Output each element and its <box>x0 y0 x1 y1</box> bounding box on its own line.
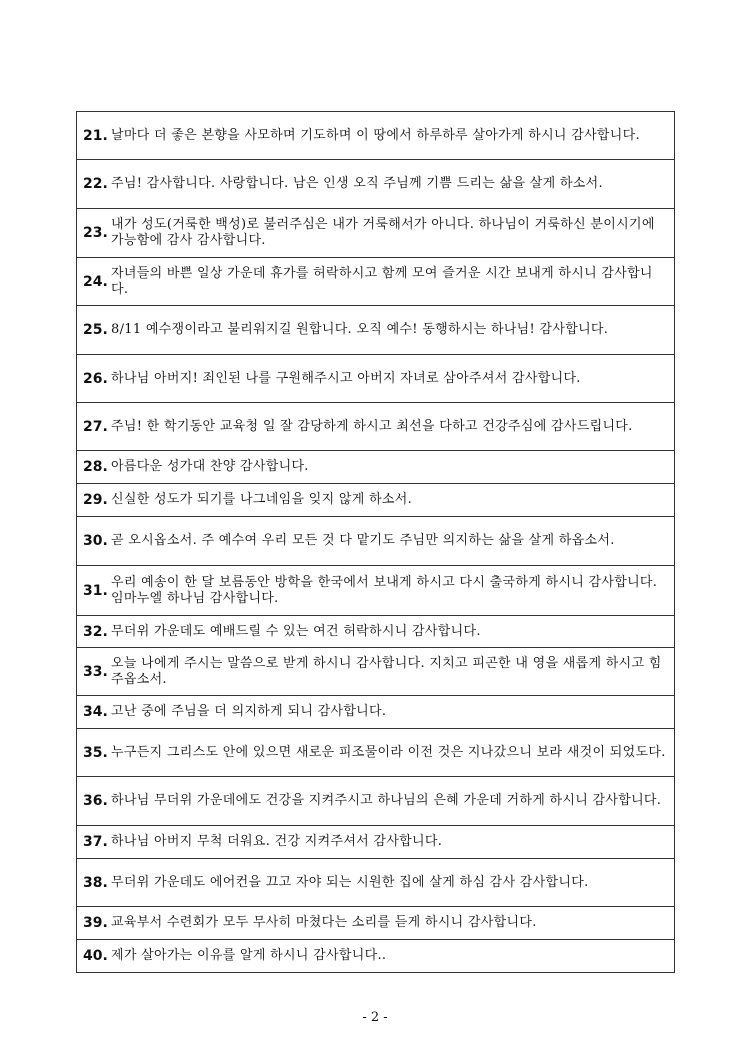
item-text: 제가 살아가는 이유를 알게 하시니 감사합니다.. <box>111 948 387 963</box>
item-text: 날마다 더 좋은 본향을 사모하며 기도하며 이 땅에서 하루하루 살아가게 하시니 감사합니다. <box>111 127 640 143</box>
item-number: 33. <box>83 663 108 680</box>
table-cell <box>77 209 675 258</box>
table-cell <box>77 517 675 566</box>
item-number: 29. <box>83 492 108 508</box>
table-row <box>77 484 675 517</box>
table-row <box>77 616 675 648</box>
item-number: 24. <box>83 273 108 290</box>
table-row <box>77 355 675 403</box>
item-text: 하나님 아버지! 죄인된 나를 구원해주시고 아버지 자녀로 삼아주셔서 감사합니다. <box>111 370 581 386</box>
item-number: 22. <box>83 176 108 192</box>
table-row <box>77 258 675 306</box>
item-number: 37. <box>83 834 108 850</box>
table-row <box>77 403 675 451</box>
table-row <box>77 907 675 940</box>
item-number: 25. <box>83 322 108 338</box>
item-text: 아름다운 성가대 찬양 감사합니다. <box>111 459 309 474</box>
table-row <box>77 209 675 258</box>
item-text: 하나님 아버지 무척 더워요. 건강 지켜주셔서 감사합니다. <box>111 834 443 849</box>
table-cell <box>77 729 675 777</box>
table-cell <box>77 566 675 616</box>
item-number: 28. <box>83 459 108 475</box>
table-cell <box>77 940 675 973</box>
table-cell <box>77 160 675 209</box>
table-cell <box>77 258 675 306</box>
item-number: 40. <box>83 948 108 964</box>
item-text: 곧 오시옵소서. 주 예수여 우리 모든 것 다 맡기도 주님만 의지하는 삶을 살게 하옵소서. <box>111 533 615 548</box>
item-text: 무더위 가운데도 예배드릴 수 있는 여건 허락하시니 감사합니다. <box>111 623 481 639</box>
item-number: 39. <box>83 915 108 931</box>
table-row <box>77 940 675 973</box>
table-cell <box>77 907 675 940</box>
item-text: 주님! 한 학기동안 교육청 일 잘 감당하게 하시고 최선을 다하고 건강주심에 감사드립니다. <box>111 418 633 434</box>
item-text: 내가 성도(거룩한 백성)로 불러주심은 내가 거룩해서가 아니다. 하나님이 거룩하신 분이시기에 가능함에 감사 감사합니다. <box>111 217 655 248</box>
table-row <box>77 451 675 484</box>
table-row <box>77 696 675 729</box>
table-cell <box>77 616 675 648</box>
table-row <box>77 566 675 616</box>
item-text: 오늘 나에게 주시는 말씀으로 받게 하시니 감사합니다. 지치고 피곤한 내 영을 새롭게 하시고 힘주옵소서. <box>111 655 662 687</box>
item-number: 21. <box>83 127 108 144</box>
table-cell <box>77 306 675 355</box>
table-row <box>77 112 675 160</box>
item-text: 8/11 예수쟁이라고 불리워지길 원합니다. 오직 예수! 동행하시는 하나님! 감사합니다. <box>111 322 609 337</box>
item-number: 26. <box>83 370 108 387</box>
item-text: 고난 중에 주님을 더 의지하게 되니 감사합니다. <box>111 704 387 719</box>
table-cell <box>77 859 675 907</box>
item-number: 23. <box>83 225 108 241</box>
table-row <box>77 517 675 566</box>
item-text: 주님! 감사합니다. 사랑합니다. 남은 인생 오직 주님께 기쁨 드리는 삶을 살게 하소서. <box>111 176 603 191</box>
table-row <box>77 859 675 907</box>
item-number: 31. <box>83 582 108 599</box>
item-number: 30. <box>83 533 108 549</box>
item-text: 하나님 무더위 가운데에도 건강을 지켜주시고 하나님의 은혜 가운데 거하게 하시니 감사합니다. <box>111 793 662 808</box>
item-number: 34. <box>83 704 108 720</box>
prayer-list-body <box>77 112 675 973</box>
item-text: 교육부서 수련회가 모두 무사히 마쳤다는 소리를 듣게 하시니 감사합니다. <box>111 915 537 930</box>
item-number: 36. <box>83 793 108 809</box>
item-number: 32. <box>83 623 108 640</box>
item-text: 누구든지 그리스도 안에 있으면 새로운 피조물이라 이전 것은 지나갔으니 보라 새것이 되었도다. <box>111 744 666 760</box>
item-number: 35. <box>83 744 108 761</box>
item-number: 38. <box>83 874 108 891</box>
page-number: - 2 - <box>362 1010 388 1025</box>
table-cell <box>77 484 675 517</box>
table-cell <box>77 451 675 484</box>
table-cell <box>77 403 675 451</box>
item-number: 27. <box>83 418 108 435</box>
table-row <box>77 729 675 777</box>
table-row <box>77 826 675 859</box>
table-cell <box>77 696 675 729</box>
item-text: 신실한 성도가 되기를 나그네임을 잊지 않게 하소서. <box>111 492 413 507</box>
table-cell <box>77 355 675 403</box>
table-cell <box>77 112 675 160</box>
table-row <box>77 306 675 355</box>
table-row <box>77 160 675 209</box>
item-text: 자녀들의 바쁜 일상 가운데 휴가를 허락하시고 함께 모여 즐거운 시간 보내게 하시니 감사합니다. <box>111 265 653 297</box>
item-text: 무더위 가운데도 에어컨을 끄고 자야 되는 시원한 집에 살게 하심 감사 감사합니다. <box>111 874 589 890</box>
table-cell <box>77 648 675 696</box>
table-cell <box>77 777 675 826</box>
prayer-list-table <box>76 111 675 973</box>
table-row <box>77 777 675 826</box>
table-row <box>77 648 675 696</box>
table-cell <box>77 826 675 859</box>
item-text: 우리 예송이 한 달 보름동안 방학을 한국에서 보내게 하시고 다시 출국하게 하시니 감사합니다. 임마누엘 하나님 감사합니다. <box>111 574 658 606</box>
